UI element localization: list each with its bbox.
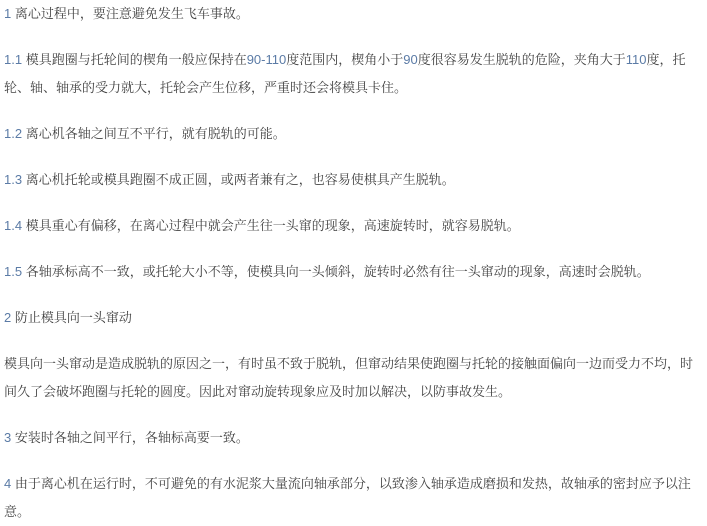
body-text: 安装时各轴之间平行，各轴标高要一致。 bbox=[11, 430, 249, 445]
number-text: 90 bbox=[403, 52, 418, 67]
body-text: 度，托轮、轴、轴承的受力就大，托轮会产生位移，严重时还会将模具卡住。 bbox=[4, 52, 686, 95]
paragraph bbox=[4, 120, 704, 148]
paragraph bbox=[4, 258, 704, 286]
paragraph bbox=[4, 350, 704, 406]
number-text: 3 bbox=[4, 430, 12, 445]
body-text: 离心机各轴之间互不平行，就有脱轨的可能。 bbox=[22, 126, 286, 141]
number-text: 1.5 bbox=[4, 264, 23, 279]
body-text: 度范围内，楔角小于 bbox=[286, 52, 404, 67]
body-text: 模具跑圈与托轮间的楔角一般应保持在 bbox=[22, 52, 247, 67]
body-text: 各轴承标高不一致，或托轮大小不等，使模具向一头倾斜，旋转时必然有往一头窜动的现象，高速时会脱轨。 bbox=[22, 264, 650, 279]
number-text: 1.2 bbox=[4, 126, 23, 141]
body-text: 离心机托轮或模具跑圈不成正圆，或两者兼有之，也容易使棋具产生脱轨。 bbox=[22, 172, 455, 187]
paragraph bbox=[4, 304, 704, 332]
body-text: 度很容易发生脱轨的危险，夹角大于 bbox=[417, 52, 626, 67]
number-text: 2 bbox=[4, 310, 12, 325]
number-text: 90-110 bbox=[246, 52, 287, 67]
number-text: 4 bbox=[4, 476, 12, 491]
body-text: 由于离心机在运行时，不可避免的有水泥浆大量流向轴承部分，以致渗入轴承造成磨损和发热，故轴承的密封应予以注意。 bbox=[4, 476, 691, 519]
paragraph bbox=[4, 46, 704, 102]
number-text: 1.1 bbox=[4, 52, 23, 67]
paragraph bbox=[4, 166, 704, 194]
number-text: 1.3 bbox=[4, 172, 23, 187]
number-text: 1 bbox=[4, 6, 12, 21]
body-text: 离心过程中，要注意避免发生飞车事故。 bbox=[11, 6, 249, 21]
body-text: 模具向一头窜动是造成脱轨的原因之一，有时虽不致于脱轨，但窜动结果使跑圈与托轮的接触面偏向一边而受力不均，时间久了会破坏跑圈与托轮的圆度。因此对窜动旋转现象应及时加以解决，以防事故发生。 bbox=[4, 356, 694, 399]
number-text: 110 bbox=[625, 52, 647, 67]
body-text: 防止模具向一头窜动 bbox=[11, 310, 132, 325]
number-text: 1.4 bbox=[4, 218, 23, 233]
paragraph bbox=[4, 212, 704, 240]
paragraph bbox=[4, 0, 704, 28]
paragraph bbox=[4, 424, 704, 452]
body-text: 模具重心有偏移，在离心过程中就会产生往一头窜的现象，高速旋转时，就容易脱轨。 bbox=[22, 218, 520, 233]
paragraph bbox=[4, 470, 704, 526]
